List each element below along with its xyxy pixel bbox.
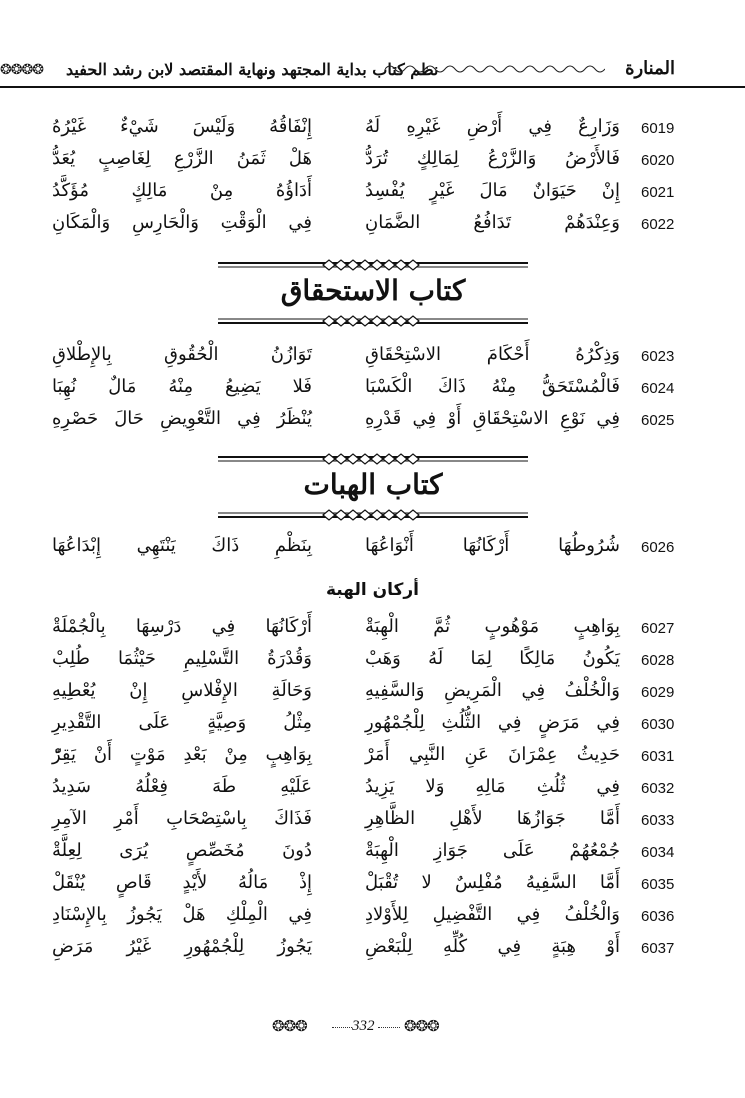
verse-number: 6020 xyxy=(641,152,675,169)
verse-number: 6037 xyxy=(641,940,675,957)
verse-row xyxy=(0,535,745,567)
verse-second-hemistich: وَقُدْرَةُ التَّسْلِيمِ حَيْثُمَا طُلِبْ xyxy=(52,648,312,669)
header-wave-ornament xyxy=(385,62,605,76)
verse-second-hemistich: بِنَظْمِ ذَاكَ يَنْتَهِي إِبْدَاعُهَا xyxy=(52,535,312,556)
verse-first-hemistich: وَالْخُلْفُ فِي التَّفْضِيلِ لِلأَوْلادِ xyxy=(365,904,620,925)
banner-bottom-ornament xyxy=(218,508,528,522)
verse-first-hemistich: فِي نَوْعِ الاسْتِحْقَاقِ أَوْ فِي قَدْرِهِ xyxy=(365,408,620,429)
verse-row xyxy=(0,116,745,148)
verse-row xyxy=(0,904,745,936)
verse-row xyxy=(0,344,745,376)
header-rule xyxy=(0,86,745,88)
verse-first-hemistich: أَوْ هِبَةٍ فِي كُلِّهِ لِلْبَعْضِ xyxy=(365,936,620,957)
page-footer xyxy=(0,1016,745,1040)
verse-first-hemistich: فَالأَرْضُ وَالزَّرْعُ لِمَالِكٍ تُرَدُّ xyxy=(365,148,620,169)
footer-ornament-right: ❂❂❂ xyxy=(404,1017,439,1035)
verse-row xyxy=(0,376,745,408)
verse-second-hemistich: عَلَيْهِ طَهَ فِعْلُهُ سَدِيدُ xyxy=(52,776,312,797)
verse-number: 6031 xyxy=(641,748,675,765)
verse-number: 6024 xyxy=(641,380,675,397)
verse-number: 6023 xyxy=(641,348,675,365)
verse-number: 6029 xyxy=(641,684,675,701)
verse-row xyxy=(0,680,745,712)
verse-second-hemistich: مِثْلُ وَصِيَّةٍ عَلَى التَّقْدِيرِ xyxy=(52,712,312,733)
verse-second-hemistich: أَرْكَانُهَا فِي دَرْسِهَا بِالْجُمْلَةْ xyxy=(52,616,312,637)
verse-number: 6025 xyxy=(641,412,675,429)
verse-second-hemistich: تَوَازُنُ الْحُقُوقِ بِالإِطْلاقِ xyxy=(52,344,312,365)
header-ornament: ❂❂❂❂ xyxy=(0,62,43,78)
verse-number: 6034 xyxy=(641,844,675,861)
verse-first-hemistich: وَالْخُلْفُ فِي الْمَرِيضِ وَالسَّفِيهِ xyxy=(365,680,620,701)
verse-second-hemistich: دُونَ مُخَصِّصٍ يُرَى لِعِلَّةْ xyxy=(52,840,312,861)
verse-first-hemistich: شُرُوطُهَا أَرْكَانُهَا أَنْوَاعُهَا xyxy=(365,535,620,556)
verse-second-hemistich: وَحَالَةِ الإِفْلاسِ إِنْ يُعْطِيهِ xyxy=(52,680,312,701)
footer-dotted-rule xyxy=(378,1027,400,1028)
verse-row xyxy=(0,808,745,840)
section-title: كتاب الاستحقاق xyxy=(280,274,466,307)
verse-first-hemistich: وَذِكْرُهُ أَحْكَامَ الاسْتِحْقَاقِ xyxy=(365,344,620,365)
verse-first-hemistich: بِوَاهِبٍ مَوْهُوبٍ ثُمَّ الْهِبَةْ xyxy=(365,616,620,637)
header-publisher-label: المنارة xyxy=(625,58,675,79)
verse-row xyxy=(0,212,745,244)
verse-number: 6027 xyxy=(641,620,675,637)
banner-bottom-ornament xyxy=(218,314,528,328)
verse-number: 6019 xyxy=(641,120,675,137)
header-book-title: نظم كتاب بداية المجتهد ونهاية المقتصد لابن رشد الحفيد xyxy=(66,60,439,79)
footer-dotted-rule xyxy=(332,1027,352,1028)
verse-number: 6021 xyxy=(641,184,675,201)
section-title: كتاب الهبات xyxy=(303,468,443,501)
verse-row xyxy=(0,936,745,968)
verse-row xyxy=(0,148,745,180)
verse-first-hemistich: فَالْمُسْتَحَقُّ مِنْهُ ذَاكَ الْكَسْبَا xyxy=(365,376,620,397)
verse-row xyxy=(0,776,745,808)
verse-second-hemistich: يُنْظَرُ فِي التَّعْوِيضِ حَالَ حَصْرِهِ xyxy=(52,408,312,429)
verse-first-hemistich: يَكُونُ مَالِكًا لِمَا لَهُ وَهَبْ xyxy=(365,648,620,669)
verse-number: 6036 xyxy=(641,908,675,925)
verse-number: 6032 xyxy=(641,780,675,797)
verse-first-hemistich: حَدِيثُ عِمْرَانَ عَنِ النَّبِي أَمَرْ xyxy=(365,744,620,765)
verse-first-hemistich: أَمَّا السَّفِيهُ مُفْلِسٌ لا تُقْبَلْ xyxy=(365,872,620,893)
verse-number: 6022 xyxy=(641,216,675,233)
verse-first-hemistich: فِي ثُلُثِ مَالِهِ وَلا يَزِيدُ xyxy=(365,776,620,797)
verse-number: 6026 xyxy=(641,539,675,556)
verse-second-hemistich: هَلْ ثَمَنُ الزَّرْعِ لِغَاصِبٍ يُعَدُّ xyxy=(52,148,312,169)
verse-second-hemistich: فَلا يَضِيعُ مِنْهُ مَالٌ نُهِبَا xyxy=(52,376,312,397)
verse-number: 6028 xyxy=(641,652,675,669)
verse-row xyxy=(0,712,745,744)
verse-row xyxy=(0,840,745,872)
verse-first-hemistich: وَعِنْدَهُمْ تَدَافُعُ الضَّمَانِ xyxy=(365,212,620,233)
verse-second-hemistich: فَذَاكَ بِاسْتِصْحَابِ أَمْرِ الآمِرِ xyxy=(52,808,312,829)
subheading: أركان الهبة xyxy=(326,580,419,600)
verse-row xyxy=(0,616,745,648)
verse-second-hemistich: أَدَاؤُهُ مِنْ مَالِكٍ مُؤَكَّدُ xyxy=(52,180,312,201)
banner-top-ornament xyxy=(218,258,528,272)
verse-first-hemistich: أَمَّا جَوَازُهَا لأَهْلِ الظَّاهِرِ xyxy=(365,808,620,829)
verse-second-hemistich: فِي الْمِلْكِ هَلْ يَجُوزُ بِالإِسْنَادِ xyxy=(52,904,312,925)
section-banner xyxy=(218,258,528,330)
verse-row xyxy=(0,872,745,904)
verse-second-hemistich: فِي الْوَقْتِ وَالْحَارِسِ وَالْمَكَانِ xyxy=(52,212,312,233)
section-banner xyxy=(218,452,528,524)
verse-second-hemistich: يَجُوزُ لِلْجُمْهُورِ غَيْرُ مَرَضِ xyxy=(52,936,312,957)
verse-number: 6033 xyxy=(641,812,675,829)
footer-ornament-left: ❂❂❂ xyxy=(272,1017,307,1035)
verse-second-hemistich: بِوَاهِبٍ مِنْ بَعْدِ مَوْتٍ أَنْ يَقِرّْ xyxy=(52,744,312,765)
verse-second-hemistich: إِنْفَاقُهُ وَلَيْسَ شَيْءٌ غَيْرُهُ xyxy=(52,116,312,137)
verse-number: 6035 xyxy=(641,876,675,893)
verse-row xyxy=(0,408,745,440)
verse-first-hemistich: جُمْعُهُمْ عَلَى جَوَازِ الْهِبَةْ xyxy=(365,840,620,861)
verse-number: 6030 xyxy=(641,716,675,733)
verse-row xyxy=(0,648,745,680)
banner-top-ornament xyxy=(218,452,528,466)
verse-row xyxy=(0,744,745,776)
verse-first-hemistich: إِنْ حَيَوَانٌ مَالَ غَيْرٍ يُفْسِدُ xyxy=(365,180,620,201)
verse-second-hemistich: إِذْ مَالُهُ لأَيْدٍ قَاصٍ يُنْقَلْ xyxy=(52,872,312,893)
page-number: 332 xyxy=(352,1018,375,1034)
verse-first-hemistich: فِي مَرَضٍ فِي الثُّلُثِ لِلْجُمْهُورِ xyxy=(365,712,620,733)
verse-first-hemistich: وَزَارِعٌ فِي أَرْضِ غَيْرِهِ لَهُ xyxy=(365,116,620,137)
running-header xyxy=(0,52,745,92)
verse-row xyxy=(0,180,745,212)
